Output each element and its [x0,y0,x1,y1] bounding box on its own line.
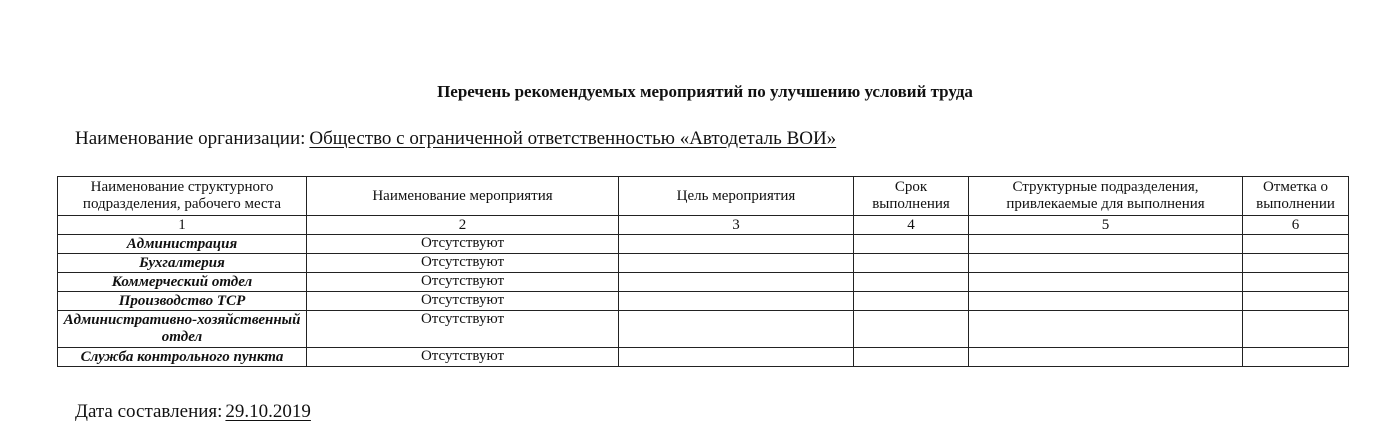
goal-cell [619,235,854,254]
departments-cell [969,235,1243,254]
document-title: Перечень рекомендуемых мероприятий по улучшению условий труда [437,82,973,101]
header-deadline: Срок выполнения [854,177,969,216]
organization-label: Наименование организации: [75,128,306,149]
table-row [58,235,1349,254]
departments-cell [969,348,1243,367]
deadline-cell [854,273,969,292]
unit-cell: Администрация [58,235,307,254]
compilation-date: 29.10.2019 [225,401,311,422]
table-row [58,254,1349,273]
mark-cell [1243,311,1349,348]
deadline-cell [854,311,969,348]
header-goal: Цель мероприятия [619,177,854,216]
measure-cell: Отсутствуют [307,292,619,311]
measure-cell: Отсутствуют [307,311,619,348]
header-unit: Наименование структурного подразделения, рабочего места [58,177,307,216]
unit-cell: Служба контрольного пункта [58,348,307,367]
column-number: 5 [969,216,1243,235]
measure-cell: Отсутствуют [307,254,619,273]
goal-cell [619,292,854,311]
deadline-cell [854,235,969,254]
measure-cell: Отсутствуют [307,235,619,254]
measure-cell: Отсутствуют [307,273,619,292]
column-number: 2 [307,216,619,235]
unit-cell: Бухгалтерия [58,254,307,273]
departments-cell [969,311,1243,348]
compilation-date-line [75,401,315,423]
table-header-row [58,177,1349,216]
goal-cell [619,348,854,367]
column-number-row [58,216,1349,235]
mark-cell [1243,254,1349,273]
header-mark: Отметка о выполнении [1243,177,1349,216]
column-number: 1 [58,216,307,235]
organization-line [75,128,846,150]
measure-cell: Отсутствуют [307,348,619,367]
mark-cell [1243,348,1349,367]
goal-cell [619,273,854,292]
deadline-cell [854,348,969,367]
unit-cell: Производство ТСР [58,292,307,311]
table-row [58,292,1349,311]
departments-cell [969,292,1243,311]
departments-cell [969,254,1243,273]
mark-cell [1243,292,1349,311]
goal-cell [619,311,854,348]
table-row [58,348,1349,367]
column-number: 6 [1243,216,1349,235]
deadline-cell [854,254,969,273]
departments-cell [969,273,1243,292]
unit-cell: Коммерческий отдел [58,273,307,292]
column-number: 4 [854,216,969,235]
organization-name: Общество с ограниченной ответственностью «Автодеталь ВОИ» [309,128,837,149]
header-measure: Наименование мероприятия [307,177,619,216]
column-number: 3 [619,216,854,235]
goal-cell [619,254,854,273]
deadline-cell [854,292,969,311]
mark-cell [1243,273,1349,292]
unit-cell: Административно-хозяйственный отдел [58,311,307,348]
table-row [58,311,1349,348]
table-row [58,273,1349,292]
measures-table [57,176,1349,367]
header-departments: Структурные подразделения, привлекаемые для выполнения [969,177,1243,216]
mark-cell [1243,235,1349,254]
compilation-date-label: Дата составления: [75,401,223,422]
